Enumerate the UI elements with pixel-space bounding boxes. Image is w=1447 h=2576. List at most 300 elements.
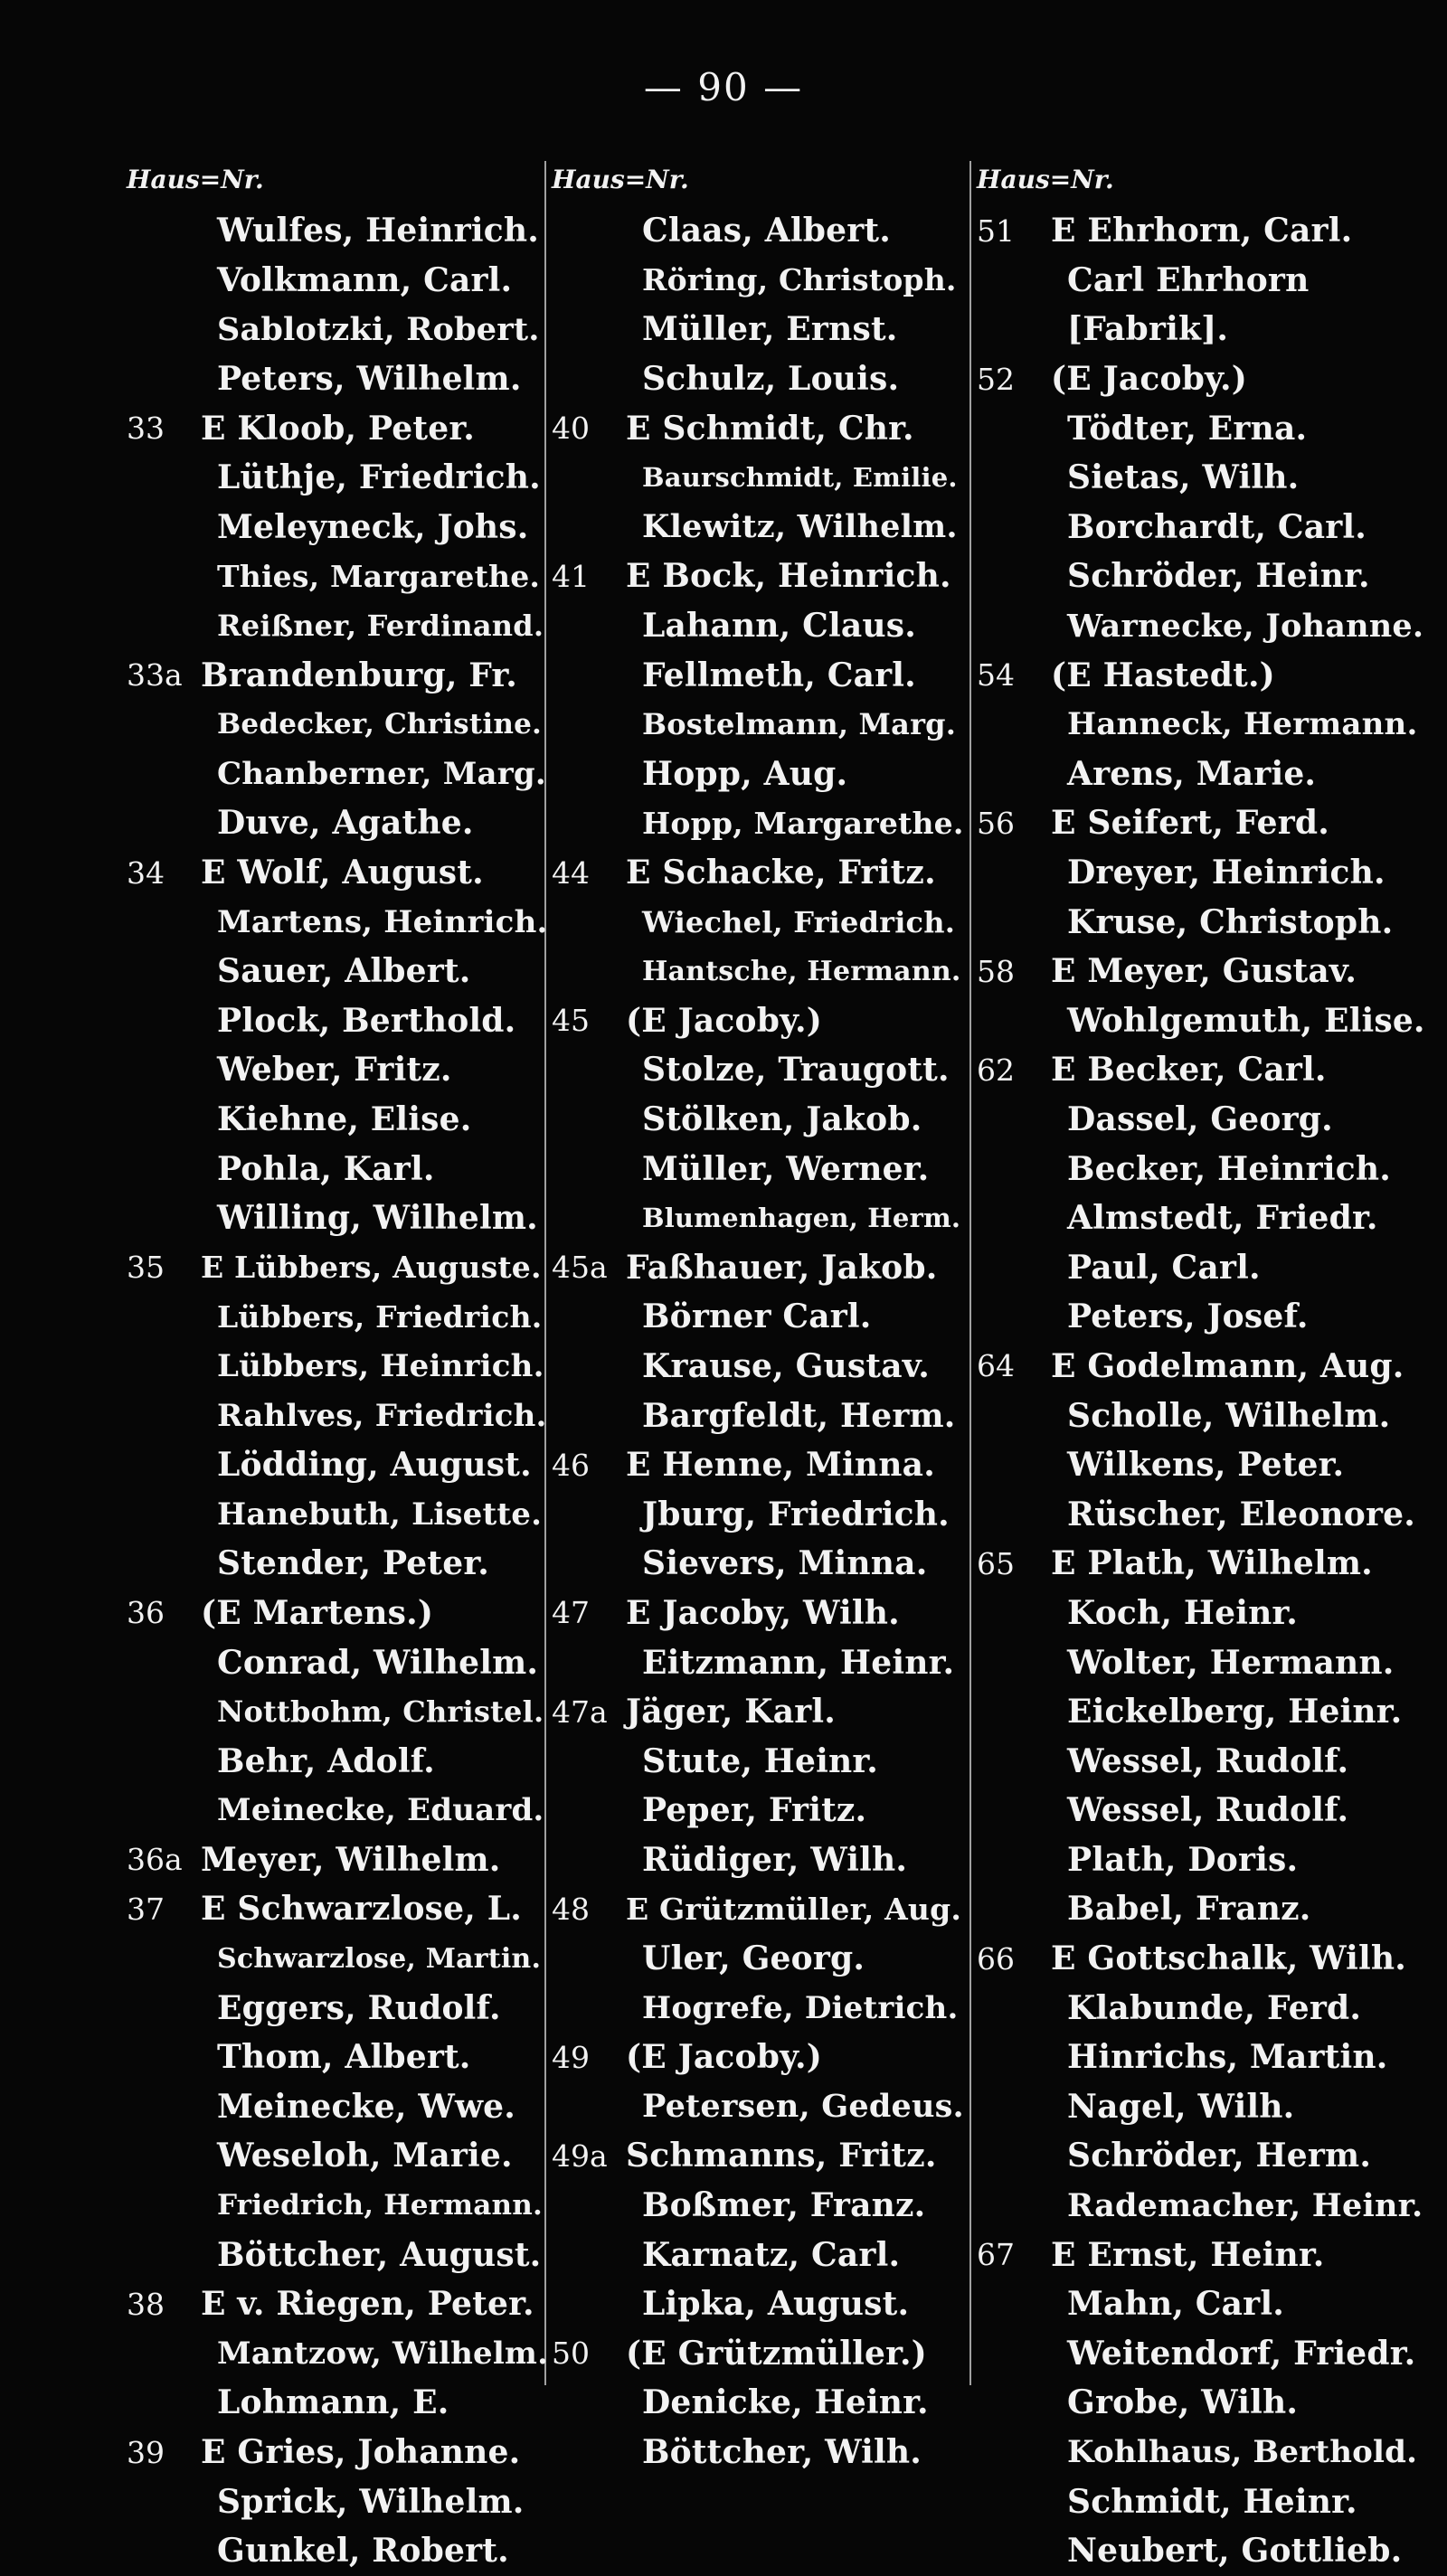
list-item — [127, 1736, 552, 1786]
resident-name: Sauer, Albert. — [217, 952, 471, 991]
resident-name: Meinecke, Eduard. — [217, 1792, 544, 1829]
resident-name: Chanberner, Marg. — [217, 755, 546, 792]
list-item — [552, 1687, 968, 1737]
list-item — [977, 2181, 1429, 2231]
resident-name: E Jacoby, Wilh. — [626, 1593, 900, 1632]
house-number: 50 — [552, 2335, 590, 2372]
list-item — [552, 650, 968, 700]
list-item — [977, 256, 1429, 306]
house-number: 36a — [127, 1842, 183, 1878]
resident-name: E Schwarzlose, L. — [201, 1890, 522, 1929]
house-number: 47a — [552, 1694, 608, 1730]
list-item — [127, 1489, 552, 1539]
list-item — [552, 1391, 968, 1440]
list-item — [552, 206, 968, 256]
resident-name: E Meyer, Gustav. — [1051, 952, 1357, 991]
column-2 — [552, 161, 968, 2477]
resident-name: Rüscher, Eleonore. — [1067, 1495, 1415, 1533]
resident-name: Karnatz, Carl. — [642, 2235, 901, 2274]
list-item — [977, 601, 1429, 651]
list-item — [552, 1589, 968, 1638]
resident-name: Wulfes, Heinrich. — [217, 212, 539, 250]
list-item — [127, 2428, 552, 2477]
list-item — [127, 2082, 552, 2132]
list-item — [977, 1884, 1429, 1934]
house-number: 40 — [552, 410, 590, 447]
list-item — [127, 2033, 552, 2082]
list-item — [552, 897, 968, 947]
list-item — [127, 1342, 552, 1392]
list-item — [552, 2329, 968, 2379]
resident-name: Lüthje, Friedrich. — [217, 458, 541, 497]
house-number: 49 — [552, 2039, 590, 2075]
list-item — [552, 2230, 968, 2279]
resident-name: (E Jacoby.) — [626, 1001, 823, 1040]
resident-name: Borchardt, Carl. — [1067, 507, 1367, 546]
resident-name: Meyer, Wilhelm. — [201, 1840, 501, 1879]
list-item — [977, 1489, 1429, 1539]
list-item — [127, 1391, 552, 1440]
list-item — [977, 1144, 1429, 1194]
list-item — [552, 1983, 968, 2033]
resident-name: Lipka, August. — [642, 2285, 910, 2324]
resident-name: Scholle, Wilhelm. — [1067, 1396, 1391, 1435]
resident-name: Hopp, Margarethe. — [642, 805, 964, 841]
list-item — [552, 256, 968, 306]
house-number: 56 — [977, 805, 1015, 841]
list-item — [552, 453, 968, 503]
resident-name: Wohlgemuth, Elise. — [1067, 1001, 1425, 1040]
list-item — [127, 1687, 552, 1737]
list-item — [127, 1095, 552, 1145]
resident-name: E Gries, Johanne. — [201, 2433, 521, 2472]
resident-name: Bargfeldt, Herm. — [642, 1396, 956, 1435]
resident-name: Bedecker, Christine. — [217, 708, 542, 741]
resident-name: Bostelmann, Marg. — [642, 707, 957, 742]
list-item — [127, 1242, 552, 1292]
resident-name: Wolter, Hermann. — [1067, 1643, 1395, 1682]
resident-name: Gunkel, Robert. — [217, 2532, 509, 2571]
list-item — [977, 2477, 1429, 2526]
column-header: Haus=Nr. — [127, 165, 264, 194]
resident-name: Neubert, Gottlieb. — [1067, 2532, 1403, 2571]
house-number: 54 — [977, 657, 1015, 694]
list-item — [127, 206, 552, 256]
list-item — [127, 1786, 552, 1835]
house-number: 41 — [552, 558, 590, 594]
list-item — [552, 848, 968, 898]
resident-name: Müller, Werner. — [642, 1149, 930, 1188]
resident-name: Schwarzlose, Martin. — [217, 1942, 542, 1975]
list-item — [977, 1539, 1429, 1589]
list-item — [127, 2181, 552, 2231]
list-item — [127, 947, 552, 996]
house-number: 38 — [127, 2286, 165, 2322]
list-item — [552, 700, 968, 750]
resident-name: Wilkens, Peter. — [1067, 1446, 1345, 1485]
resident-name: Kohlhaus, Berthold. — [1067, 2434, 1418, 2471]
house-number: 67 — [977, 2237, 1015, 2273]
resident-name: Klabunde, Ferd. — [1067, 1988, 1362, 2027]
resident-name: Petersen, Gedeus. — [642, 2088, 964, 2126]
list-item — [977, 2526, 1429, 2576]
resident-name: Fellmeth, Carl. — [642, 656, 916, 694]
list-item — [552, 1835, 968, 1885]
resident-name: Krause, Gustav. — [642, 1346, 930, 1385]
resident-name: Plock, Berthold. — [217, 1001, 516, 1040]
resident-name: Mantzow, Wilhelm. — [217, 2335, 549, 2372]
list-item — [552, 601, 968, 651]
list-item — [977, 2428, 1429, 2477]
list-item — [127, 1589, 552, 1638]
resident-name: Dassel, Georg. — [1067, 1099, 1333, 1138]
resident-name: E Henne, Minna. — [626, 1446, 935, 1485]
resident-name: Almstedt, Friedr. — [1067, 1199, 1378, 1238]
list-item — [977, 1589, 1429, 1638]
resident-name: Jäger, Karl. — [626, 1693, 837, 1731]
house-number: 64 — [977, 1348, 1015, 1384]
resident-name: (E Hastedt.) — [1051, 656, 1275, 694]
list-item — [977, 453, 1429, 503]
list-item — [127, 2230, 552, 2279]
list-item — [552, 2181, 968, 2231]
list-item — [552, 798, 968, 848]
list-item — [552, 503, 968, 552]
list-item — [977, 2131, 1429, 2181]
resident-name: Conrad, Wilhelm. — [217, 1643, 539, 1682]
list-item — [127, 2378, 552, 2428]
list-item — [977, 2329, 1429, 2379]
resident-name: Friedrich, Hermann. — [217, 2189, 543, 2222]
list-item — [977, 354, 1429, 404]
resident-name: Rademacher, Heinr. — [1067, 2186, 1423, 2224]
resident-name: Hanebuth, Lisette. — [217, 1496, 543, 1533]
resident-name: Hopp, Aug. — [642, 754, 848, 793]
list-item — [127, 1835, 552, 1885]
resident-name: Sablotzki, Robert. — [217, 310, 540, 348]
house-number: 48 — [552, 1891, 590, 1927]
house-number: 36 — [127, 1595, 165, 1631]
list-item — [127, 1637, 552, 1687]
resident-name: Plath, Doris. — [1067, 1840, 1299, 1879]
list-item — [127, 897, 552, 947]
house-number: 58 — [977, 953, 1015, 989]
resident-name: Arens, Marie. — [1067, 754, 1317, 793]
resident-name: Peters, Josef. — [1067, 1297, 1309, 1336]
resident-name: Klewitz, Wilhelm. — [642, 508, 958, 546]
list-item — [552, 1736, 968, 1786]
list-item — [977, 2378, 1429, 2428]
house-number: 47 — [552, 1595, 590, 1631]
resident-name: Thom, Albert. — [217, 2038, 471, 2077]
list-item — [977, 1194, 1429, 1243]
house-number: 37 — [127, 1891, 165, 1927]
resident-name: Martens, Heinrich. — [217, 903, 548, 940]
list-item — [977, 1687, 1429, 1737]
list-item — [127, 996, 552, 1046]
column-3 — [977, 161, 1429, 2576]
house-number: 34 — [127, 854, 165, 891]
resident-name: E Lübbers, Auguste. — [201, 1250, 542, 1286]
resident-name: Nottbohm, Christel. — [217, 1694, 544, 1730]
house-number: 45 — [552, 1003, 590, 1039]
resident-name: Volkmann, Carl. — [217, 260, 513, 299]
list-item — [127, 453, 552, 503]
list-item — [552, 1242, 968, 1292]
resident-name: Wessel, Rudolf. — [1067, 1791, 1349, 1830]
resident-name: Carl Ehrhorn — [1067, 260, 1310, 299]
resident-name: Lohmann, E. — [217, 2383, 449, 2422]
resident-name: E Godelmann, Aug. — [1051, 1346, 1404, 1385]
resident-name: (E Martens.) — [201, 1593, 434, 1632]
list-item — [977, 1095, 1429, 1145]
resident-name: Meinecke, Wwe. — [217, 2087, 515, 2126]
list-item — [552, 1440, 968, 1490]
list-item — [977, 1786, 1429, 1835]
resident-name: Schmanns, Fritz. — [626, 2137, 937, 2175]
resident-name: Weseloh, Marie. — [217, 2137, 513, 2175]
list-item — [127, 503, 552, 552]
resident-name: E Gottschalk, Wilh. — [1051, 1939, 1407, 1978]
resident-name: Tödter, Erna. — [1067, 409, 1308, 448]
list-item — [552, 1539, 968, 1589]
resident-name: Stute, Heinr. — [642, 1741, 878, 1780]
resident-name: Pohla, Karl. — [217, 1149, 435, 1188]
resident-name: E Grützmüller, Aug. — [626, 1891, 962, 1927]
resident-name: Böttcher, Wilh. — [642, 2433, 922, 2472]
list-item — [552, 1786, 968, 1835]
list-item — [977, 2082, 1429, 2132]
list-item — [552, 1934, 968, 1984]
resident-name: E Plath, Wilhelm. — [1051, 1544, 1373, 1583]
list-item — [127, 700, 552, 750]
resident-name: Sievers, Minna. — [642, 1544, 928, 1583]
list-item — [552, 1637, 968, 1687]
resident-name: Koch, Heinr. — [1067, 1593, 1299, 1632]
list-item — [977, 1440, 1429, 1490]
list-item — [127, 354, 552, 404]
list-item — [552, 2378, 968, 2428]
resident-name: Sprick, Wilhelm. — [217, 2482, 525, 2521]
house-number: 33 — [127, 410, 165, 447]
resident-name: Mahn, Carl. — [1067, 2285, 1284, 2324]
list-item — [977, 1045, 1429, 1095]
resident-name: Rahlves, Friedrich. — [217, 1397, 547, 1434]
list-item — [977, 798, 1429, 848]
list-item — [552, 1144, 968, 1194]
resident-name: E Schmidt, Chr. — [626, 409, 914, 448]
resident-name: E Kloob, Peter. — [201, 409, 475, 448]
resident-name: Peters, Wilhelm. — [217, 360, 522, 399]
resident-name: Stolze, Traugott. — [642, 1051, 950, 1090]
resident-name: Duve, Agathe. — [217, 804, 474, 843]
resident-name: Eitzmann, Heinr. — [642, 1643, 955, 1682]
list-item — [127, 1539, 552, 1589]
entry-list — [127, 206, 552, 2576]
list-item — [977, 1391, 1429, 1440]
list-item — [977, 2230, 1429, 2279]
list-item — [977, 1637, 1429, 1687]
resident-name: Dreyer, Heinrich. — [1067, 854, 1386, 892]
list-item — [127, 1045, 552, 1095]
list-item — [127, 552, 552, 601]
resident-name: Stender, Peter. — [217, 1544, 489, 1583]
list-item — [552, 552, 968, 601]
resident-name: Lübbers, Heinrich. — [217, 1347, 544, 1384]
list-item — [977, 305, 1429, 354]
resident-name: Denicke, Heinr. — [642, 2383, 929, 2422]
resident-name: Peper, Fritz. — [642, 1791, 867, 1830]
list-item — [977, 2279, 1429, 2329]
resident-name: Paul, Carl. — [1067, 1248, 1261, 1287]
resident-name: Schröder, Herm. — [1067, 2137, 1372, 2175]
list-item — [977, 897, 1429, 947]
resident-name: Babel, Franz. — [1067, 1890, 1311, 1929]
list-item — [977, 1934, 1429, 1984]
column-header: Haus=Nr. — [977, 165, 1114, 194]
resident-name: Wessel, Rudolf. — [1067, 1741, 1349, 1780]
list-item — [127, 305, 552, 354]
resident-name: Rüdiger, Wilh. — [642, 1840, 908, 1879]
resident-name: E Seifert, Ferd. — [1051, 804, 1329, 843]
resident-name: Uler, Georg. — [642, 1939, 865, 1978]
resident-name: Hantsche, Hermann. — [642, 955, 961, 987]
list-item — [552, 750, 968, 799]
house-number: 65 — [977, 1545, 1015, 1581]
column-1 — [127, 161, 552, 2576]
house-number: 49a — [552, 2137, 608, 2174]
resident-name: Böttcher, August. — [217, 2235, 542, 2274]
list-item — [552, 947, 968, 996]
list-item — [127, 2131, 552, 2181]
resident-name: Müller, Ernst. — [642, 310, 898, 349]
list-item — [977, 1292, 1429, 1342]
resident-name: Schröder, Heinr. — [1067, 557, 1370, 596]
resident-name: Meleyneck, Johs. — [217, 507, 529, 546]
resident-name: Eggers, Rudolf. — [217, 1988, 501, 2027]
list-item — [127, 1934, 552, 1984]
list-item — [977, 1983, 1429, 2033]
resident-name: Faßhauer, Jakob. — [626, 1248, 938, 1287]
list-item — [977, 2033, 1429, 2082]
resident-name: E Ernst, Heinr. — [1051, 2235, 1325, 2274]
list-item — [127, 1144, 552, 1194]
resident-name: Hinrichs, Martin. — [1067, 2038, 1388, 2077]
entry-list — [552, 206, 968, 2477]
list-item — [127, 1884, 552, 1934]
resident-name: Hanneck, Hermann. — [1067, 706, 1418, 743]
resident-name: Warnecke, Johanne. — [1067, 607, 1424, 645]
resident-name: Jburg, Friedrich. — [642, 1495, 950, 1533]
house-number: 46 — [552, 1447, 590, 1483]
resident-name: Reißner, Ferdinand. — [217, 609, 544, 644]
house-number: 45a — [552, 1250, 608, 1286]
list-item — [127, 1292, 552, 1342]
resident-name: Stölken, Jakob. — [642, 1099, 922, 1138]
resident-name: Wiechel, Friedrich. — [642, 904, 956, 939]
resident-name: Weber, Fritz. — [217, 1051, 452, 1090]
resident-name: Sietas, Wilh. — [1067, 458, 1300, 497]
list-item — [127, 650, 552, 700]
list-item — [552, 2033, 968, 2082]
resident-name: E Bock, Heinrich. — [626, 557, 951, 596]
resident-name: E Ehrhorn, Carl. — [1051, 212, 1353, 250]
resident-name: E Becker, Carl. — [1051, 1051, 1327, 1090]
page-number: — 90 — — [643, 65, 804, 109]
resident-name: (E Jacoby.) — [1051, 360, 1248, 399]
list-item — [127, 798, 552, 848]
list-item — [127, 2279, 552, 2329]
list-item — [552, 1489, 968, 1539]
resident-name: Brandenburg, Fr. — [201, 656, 518, 694]
list-item — [552, 1045, 968, 1095]
resident-name: (E Jacoby.) — [626, 2038, 823, 2077]
list-item — [552, 1884, 968, 1934]
resident-name: Röring, Christoph. — [642, 262, 957, 298]
resident-name: Schulz, Louis. — [642, 360, 900, 399]
resident-name: Becker, Heinrich. — [1067, 1149, 1391, 1188]
column-divider — [969, 161, 971, 2385]
resident-name: Eickelberg, Heinr. — [1067, 1693, 1403, 1731]
resident-name: Behr, Adolf. — [217, 1741, 435, 1780]
resident-name: Schmidt, Heinr. — [1067, 2482, 1357, 2521]
list-item — [552, 403, 968, 453]
list-item — [552, 2082, 968, 2132]
resident-name: Weitendorf, Friedr. — [1067, 2334, 1416, 2373]
resident-name: E Schacke, Fritz. — [626, 854, 936, 892]
list-item — [127, 848, 552, 898]
list-item — [977, 1242, 1429, 1292]
house-number: 62 — [977, 1052, 1015, 1088]
list-item — [977, 552, 1429, 601]
resident-name: E Wolf, August. — [201, 854, 484, 892]
resident-name: Willing, Wilhelm. — [217, 1199, 538, 1238]
house-number: 33a — [127, 657, 183, 694]
resident-name: Kruse, Christoph. — [1067, 902, 1394, 941]
list-item — [127, 750, 552, 799]
list-item — [127, 601, 552, 651]
list-item — [552, 305, 968, 354]
list-item — [977, 403, 1429, 453]
list-item — [977, 650, 1429, 700]
list-item — [552, 2131, 968, 2181]
resident-name: Lödding, August. — [217, 1446, 532, 1485]
house-number: 35 — [127, 1250, 165, 1286]
resident-name: E v. Riegen, Peter. — [201, 2285, 534, 2324]
list-item — [977, 1835, 1429, 1885]
list-item — [127, 403, 552, 453]
list-item — [977, 996, 1429, 1046]
resident-name: Grobe, Wilh. — [1067, 2383, 1299, 2422]
house-number: 52 — [977, 361, 1015, 397]
list-item — [977, 848, 1429, 898]
house-number: 39 — [127, 2434, 165, 2470]
list-item — [127, 2329, 552, 2379]
list-item — [552, 2279, 968, 2329]
list-item — [552, 1194, 968, 1243]
entry-list — [977, 206, 1429, 2576]
resident-name: (E Grützmüller.) — [626, 2334, 927, 2373]
list-item — [977, 1736, 1429, 1786]
list-item — [127, 2526, 552, 2576]
list-item — [127, 1440, 552, 1490]
house-number: 44 — [552, 854, 590, 891]
list-item — [977, 206, 1429, 256]
list-item — [552, 1292, 968, 1342]
resident-name: Claas, Albert. — [642, 212, 891, 250]
house-number: 51 — [977, 212, 1015, 249]
resident-name: Lübbers, Friedrich. — [217, 1298, 543, 1335]
